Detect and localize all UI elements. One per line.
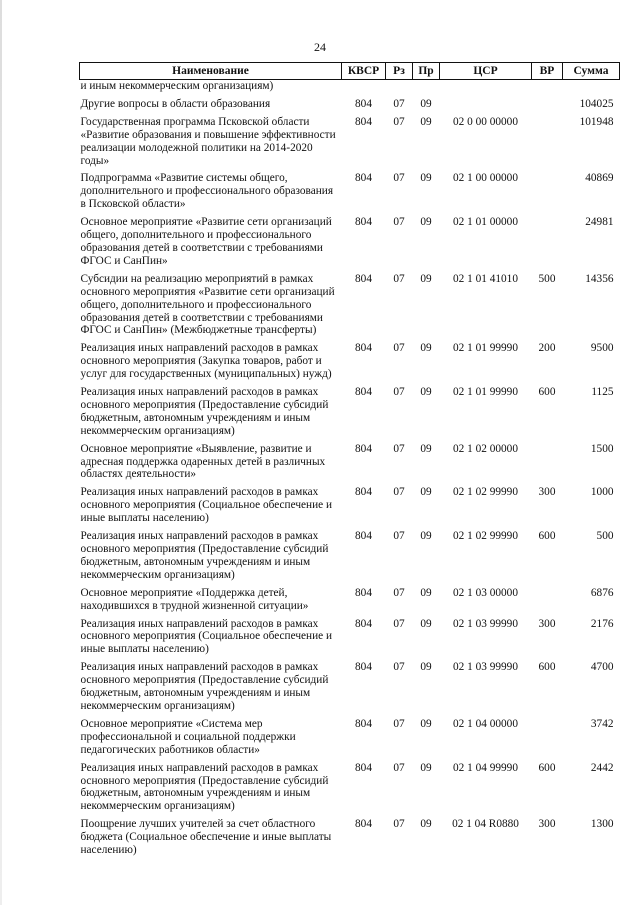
cell-sum: 40869 xyxy=(585,172,614,185)
cell-sum: 3742 xyxy=(590,717,614,730)
cell-kvsr: 804 xyxy=(355,717,372,730)
cell-vr xyxy=(532,212,563,269)
cell-csr: 02 1 04 00000 xyxy=(453,717,518,730)
cell-vr: 300 xyxy=(538,486,556,499)
cell-rz: 07 xyxy=(393,342,405,355)
table-row xyxy=(80,714,620,758)
cell-vr xyxy=(532,112,563,169)
table-header-row xyxy=(80,63,620,80)
table-row xyxy=(80,382,620,439)
cell-pr: 09 xyxy=(420,115,432,128)
cell-rz: 07 xyxy=(393,386,405,399)
cell-name: Основное мероприятие «Поддержка детей, находившихся в трудной жизненной ситуации» xyxy=(80,586,309,612)
cell-pr: 09 xyxy=(420,530,432,543)
cell-sum: 500 xyxy=(596,530,614,543)
cell-rz: 07 xyxy=(393,530,405,543)
cell-sum: 1300 xyxy=(590,818,614,831)
cell-kvsr: 804 xyxy=(355,386,372,399)
cell-pr: 09 xyxy=(420,216,432,229)
header-kvsr: КВСР xyxy=(342,63,386,80)
cell-sum: 101948 xyxy=(579,115,614,128)
table-row xyxy=(80,112,620,169)
cell-rz: 07 xyxy=(393,617,405,630)
cell-csr: 02 1 04 99990 xyxy=(453,761,518,774)
cell-pr: 09 xyxy=(420,818,432,831)
cell-name: Реализация иных направлений расходов в рамках основного мероприятия (Предоставление субсидий бюджетным, автономным учреждениям и иным некоммерческим организациям) xyxy=(80,530,329,581)
header-pr: Пр xyxy=(413,63,440,80)
cell-sum: 2442 xyxy=(590,761,614,774)
cell-rz: 07 xyxy=(393,272,405,285)
cell-kvsr: 804 xyxy=(355,486,372,499)
cell-sum: 1000 xyxy=(590,486,614,499)
cell-vr: 600 xyxy=(538,386,556,399)
page-number: 24 xyxy=(314,40,326,54)
cell-pr: 09 xyxy=(420,172,432,185)
cell-kvsr: 804 xyxy=(355,115,372,128)
cell-sum: 1500 xyxy=(590,442,614,455)
cell-kvsr: 804 xyxy=(355,216,372,229)
cell-pr: 09 xyxy=(420,661,432,674)
cell-vr: 600 xyxy=(538,761,556,774)
cell-kvsr: 804 xyxy=(355,586,372,599)
cell-kvsr: 804 xyxy=(355,97,372,110)
cell-csr: 02 1 01 99990 xyxy=(453,342,518,355)
cell-name: и иным некоммерческим организациям) xyxy=(80,80,274,92)
cell-pr: 09 xyxy=(420,97,432,110)
cell-csr: 02 1 01 99990 xyxy=(453,386,518,399)
table-row xyxy=(80,814,620,858)
cell-vr xyxy=(532,80,563,94)
cell-pr: 09 xyxy=(420,342,432,355)
cell-rz: 07 xyxy=(393,761,405,774)
cell-csr xyxy=(440,94,532,112)
header-vr: ВР xyxy=(532,63,563,80)
cell-name: Основное мероприятие «Система мер профессиональной и социальной поддержки педагогических работников области» xyxy=(80,717,296,756)
cell-pr xyxy=(413,80,440,94)
cell-name: Субсидии на реализацию мероприятий в рамках основного мероприятия «Развитие сети организаций общего, дополнительного и профессионального образования детей в соответствии с требованиями ФГОС и СанПин» (Межбюджетные трансферты) xyxy=(80,272,335,337)
header-name: Наименование xyxy=(80,63,342,80)
cell-vr xyxy=(532,714,563,758)
cell-rz: 07 xyxy=(393,586,405,599)
cell-pr: 09 xyxy=(420,386,432,399)
table-body xyxy=(80,80,620,858)
cell-vr xyxy=(532,94,563,112)
cell-name: Реализация иных направлений расходов в рамках основного мероприятия (Предоставление субсидий бюджетным, автономным учреждениям и иным некоммерческим организациям) xyxy=(80,761,329,813)
cell-rz: 07 xyxy=(393,442,405,455)
cell-name: Реализация иных направлений расходов в рамках основного мероприятия (Социальное обеспечение и иные выплаты населению) xyxy=(80,617,333,656)
cell-kvsr: 804 xyxy=(355,442,372,455)
cell-kvsr: 804 xyxy=(355,172,372,185)
table-row xyxy=(80,526,620,583)
table-row xyxy=(80,80,620,94)
cell-csr: 02 1 02 99990 xyxy=(453,530,518,543)
table-row xyxy=(80,212,620,269)
cell-vr: 200 xyxy=(538,342,556,355)
cell-pr: 09 xyxy=(420,442,432,455)
cell-kvsr: 804 xyxy=(355,530,372,543)
cell-csr: 02 1 00 00000 xyxy=(453,172,518,185)
cell-name: Государственная программа Псковской области «Развитие образования и повышение эффективности реализации молодежной политики на 2014-2020 годы» xyxy=(80,115,336,167)
header-rz: Рз xyxy=(386,63,413,80)
cell-vr: 500 xyxy=(538,272,556,285)
cell-pr: 09 xyxy=(420,586,432,599)
cell-sum xyxy=(563,80,620,94)
cell-name: Реализация иных направлений расходов в рамках основного мероприятия (Закупка товаров, работ и услуг для государственных (муниципальных) нужд) xyxy=(80,342,332,381)
cell-kvsr xyxy=(342,80,386,94)
table-row xyxy=(80,758,620,815)
cell-kvsr: 804 xyxy=(355,818,372,831)
cell-vr xyxy=(532,168,563,212)
cell-csr: 02 1 02 00000 xyxy=(453,442,518,455)
cell-rz: 07 xyxy=(393,216,405,229)
cell-pr: 09 xyxy=(420,486,432,499)
table-row xyxy=(80,439,620,483)
cell-kvsr: 804 xyxy=(355,761,372,774)
cell-kvsr: 804 xyxy=(355,272,372,285)
cell-rz: 07 xyxy=(393,97,405,110)
cell-csr: 02 1 03 99990 xyxy=(453,617,518,630)
cell-vr: 600 xyxy=(538,530,556,543)
cell-pr: 09 xyxy=(420,617,432,630)
cell-name: Подпрограмма «Развитие системы общего, дополнительного и профессионального образования в Псковской области» xyxy=(80,172,334,211)
cell-sum: 4700 xyxy=(590,661,614,674)
cell-kvsr: 804 xyxy=(355,342,372,355)
cell-rz: 07 xyxy=(393,818,405,831)
table-row xyxy=(80,338,620,382)
cell-csr: 02 1 02 99990 xyxy=(453,486,518,499)
cell-csr: 02 1 01 41010 xyxy=(453,272,518,285)
cell-rz: 07 xyxy=(393,717,405,730)
cell-csr xyxy=(440,80,532,94)
cell-sum: 2176 xyxy=(590,617,614,630)
budget-table xyxy=(79,62,620,858)
cell-sum: 6876 xyxy=(590,586,614,599)
table-row xyxy=(80,614,620,658)
cell-name: Основное мероприятие «Выявление, развитие и адресная поддержка одаренных детей в различных областях деятельности» xyxy=(80,442,326,481)
cell-rz: 07 xyxy=(393,661,405,674)
cell-vr xyxy=(532,583,563,614)
scan-edge xyxy=(0,0,2,905)
header-csr: ЦСР xyxy=(440,63,532,80)
cell-vr: 300 xyxy=(538,617,556,630)
cell-sum: 1125 xyxy=(591,386,614,399)
cell-csr: 02 1 04 R0880 xyxy=(452,818,519,831)
cell-pr: 09 xyxy=(420,761,432,774)
table-row xyxy=(80,583,620,614)
cell-kvsr: 804 xyxy=(355,617,372,630)
cell-rz: 07 xyxy=(393,115,405,128)
cell-csr: 02 0 00 00000 xyxy=(453,115,518,128)
table-row xyxy=(80,168,620,212)
table-row xyxy=(80,269,620,339)
cell-rz xyxy=(386,80,413,94)
cell-sum: 9500 xyxy=(590,342,614,355)
cell-rz: 07 xyxy=(393,172,405,185)
cell-name: Реализация иных направлений расходов в рамках основного мероприятия (Социальное обеспечение и иные выплаты населению) xyxy=(80,486,333,525)
cell-name: Реализация иных направлений расходов в рамках основного мероприятия (Предоставление субсидий бюджетным, автономным учреждениям и иным некоммерческим организациям) xyxy=(80,386,329,437)
header-sum: Сумма xyxy=(563,63,620,80)
cell-vr: 300 xyxy=(538,818,556,831)
cell-name: Другие вопросы в области образования xyxy=(80,97,271,110)
cell-rz: 07 xyxy=(393,486,405,499)
cell-name: Поощрение лучших учителей за счет областного бюджета (Социальное обеспечение и иные выплаты населению) xyxy=(80,818,332,857)
table-row xyxy=(80,94,620,112)
cell-sum: 24981 xyxy=(585,216,614,229)
cell-vr: 600 xyxy=(538,661,556,674)
cell-vr xyxy=(532,439,563,483)
cell-csr: 02 1 01 00000 xyxy=(453,216,518,229)
cell-pr: 09 xyxy=(420,272,432,285)
cell-sum: 104025 xyxy=(579,97,614,110)
cell-kvsr: 804 xyxy=(355,661,372,674)
cell-name: Реализация иных направлений расходов в рамках основного мероприятия (Предоставление субсидий бюджетным, автономным учреждениям и иным некоммерческим организациям) xyxy=(80,661,329,712)
cell-sum: 14356 xyxy=(585,272,614,285)
table-row xyxy=(80,482,620,526)
cell-csr: 02 1 03 00000 xyxy=(453,586,518,599)
cell-pr: 09 xyxy=(420,717,432,730)
cell-csr: 02 1 03 99990 xyxy=(453,661,518,674)
table-row xyxy=(80,657,620,714)
cell-name: Основное мероприятие «Развитие сети организаций общего, дополнительного и профессионального образования детей в соответствии с требованиями ФГОС и СанПин» xyxy=(80,216,332,267)
